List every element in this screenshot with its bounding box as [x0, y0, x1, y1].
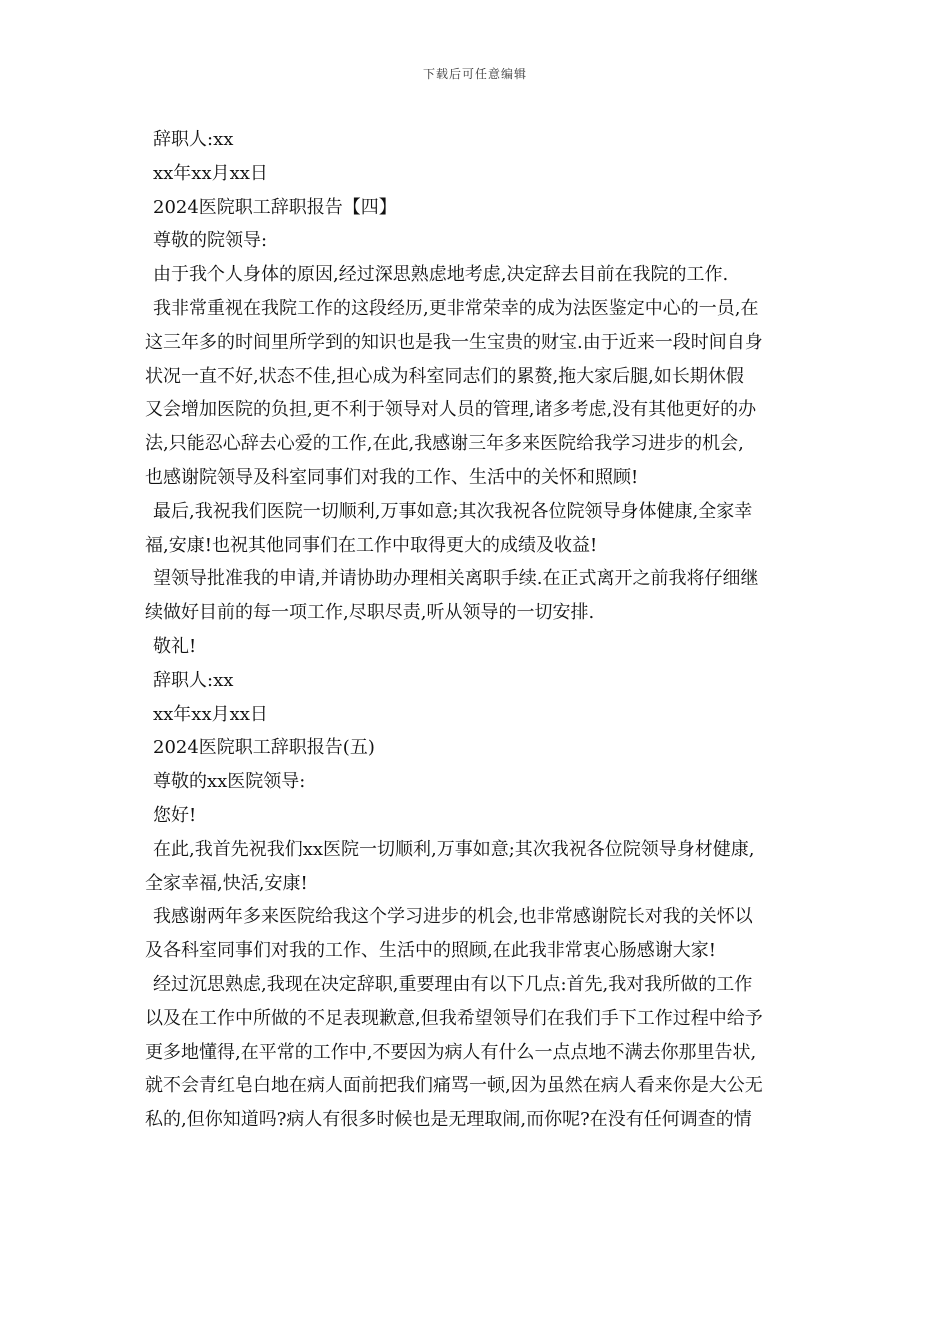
- text-line: 辞职人:xx: [153, 669, 234, 691]
- text-line: 我非常重视在我院工作的这段经历,更非常荣幸的成为法医鉴定中心的一员,在: [153, 297, 759, 319]
- text-line: 全家幸福,快活,安康!: [145, 872, 308, 894]
- text-line: 您好!: [153, 804, 197, 826]
- text-line: 更多地懂得,在平常的工作中,不要因为病人有什么一点点地不满去你那里告状,: [145, 1041, 757, 1063]
- page-header: 下载后可任意编辑: [422, 67, 527, 81]
- document-body: [145, 123, 825, 1137]
- text-line: 尊敬的xx医院领导:: [153, 771, 306, 793]
- text-line: 我感谢两年多来医院给我这个学习进步的机会,也非常感谢院长对我的关怀以: [153, 906, 753, 928]
- text-line: 这三年多的时间里所学到的知识也是我一生宝贵的财宝.由于近来一段时间自身: [145, 331, 763, 353]
- text-line: 及各科室同事们对我的工作、生活中的照顾,在此我非常衷心肠感谢大家!: [145, 940, 716, 962]
- text-line: 福,安康!也祝其他同事们在工作中取得更大的成绩及收益!: [145, 534, 598, 556]
- text-line: 由于我个人身体的原因,经过深思熟虑地考虑,决定辞去目前在我院的工作.: [153, 264, 729, 286]
- text-line: 辞职人:xx: [153, 129, 234, 150]
- text-line: 在此,我首先祝我们xx医院一切顺利,万事如意;其次我祝各位院领导身材健康,: [153, 838, 755, 860]
- text-line: 2024医院职工辞职报告(五): [153, 737, 375, 759]
- text-line: 续做好目前的每一项工作,尽职尽责,听从领导的一切安排.: [145, 602, 595, 624]
- text-line: xx年xx月xx日: [153, 162, 268, 184]
- text-line: xx年xx月xx日: [153, 703, 268, 725]
- text-line: 2024医院职工辞职报告【四】: [153, 196, 397, 218]
- text-line: 就不会青红皂白地在病人面前把我们痛骂一顿,因为虽然在病人看来你是大公无: [145, 1075, 763, 1097]
- text-line: 最后,我祝我们医院一切顺利,万事如意;其次我祝各位院领导身体健康,全家幸: [153, 500, 753, 522]
- text-line: 私的,但你知道吗?病人有很多时候也是无理取闹,而你呢?在没有任何调查的情: [145, 1109, 752, 1131]
- text-line: 尊敬的院领导:: [153, 230, 268, 252]
- text-line: 法,只能忍心辞去心爱的工作,在此,我感谢三年多来医院给我学习进步的机会,: [145, 433, 744, 455]
- text-line: 以及在工作中所做的不足表现歉意,但我希望领导们在我们手下工作过程中给予: [145, 1007, 763, 1029]
- text-line: 状况一直不好,状态不佳,担心成为科室同志们的累赘,拖大家后腿,如长期休假: [145, 365, 744, 387]
- text-line: 敬礼!: [153, 635, 197, 657]
- text-line: 也感谢院领导及科室同事们对我的工作、生活中的关怀和照顾!: [145, 466, 639, 488]
- text-line: 经过沉思熟虑,我现在决定辞职,重要理由有以下几点:首先,我对我所做的工作: [153, 973, 753, 995]
- text-line: 又会增加医院的负担,更不利于领导对人员的管理,诸多考虑,没有其他更好的办: [145, 399, 757, 421]
- text-line: 望领导批准我的申请,并请协助办理相关离职手续.在正式离开之前我将仔细继: [153, 568, 759, 590]
